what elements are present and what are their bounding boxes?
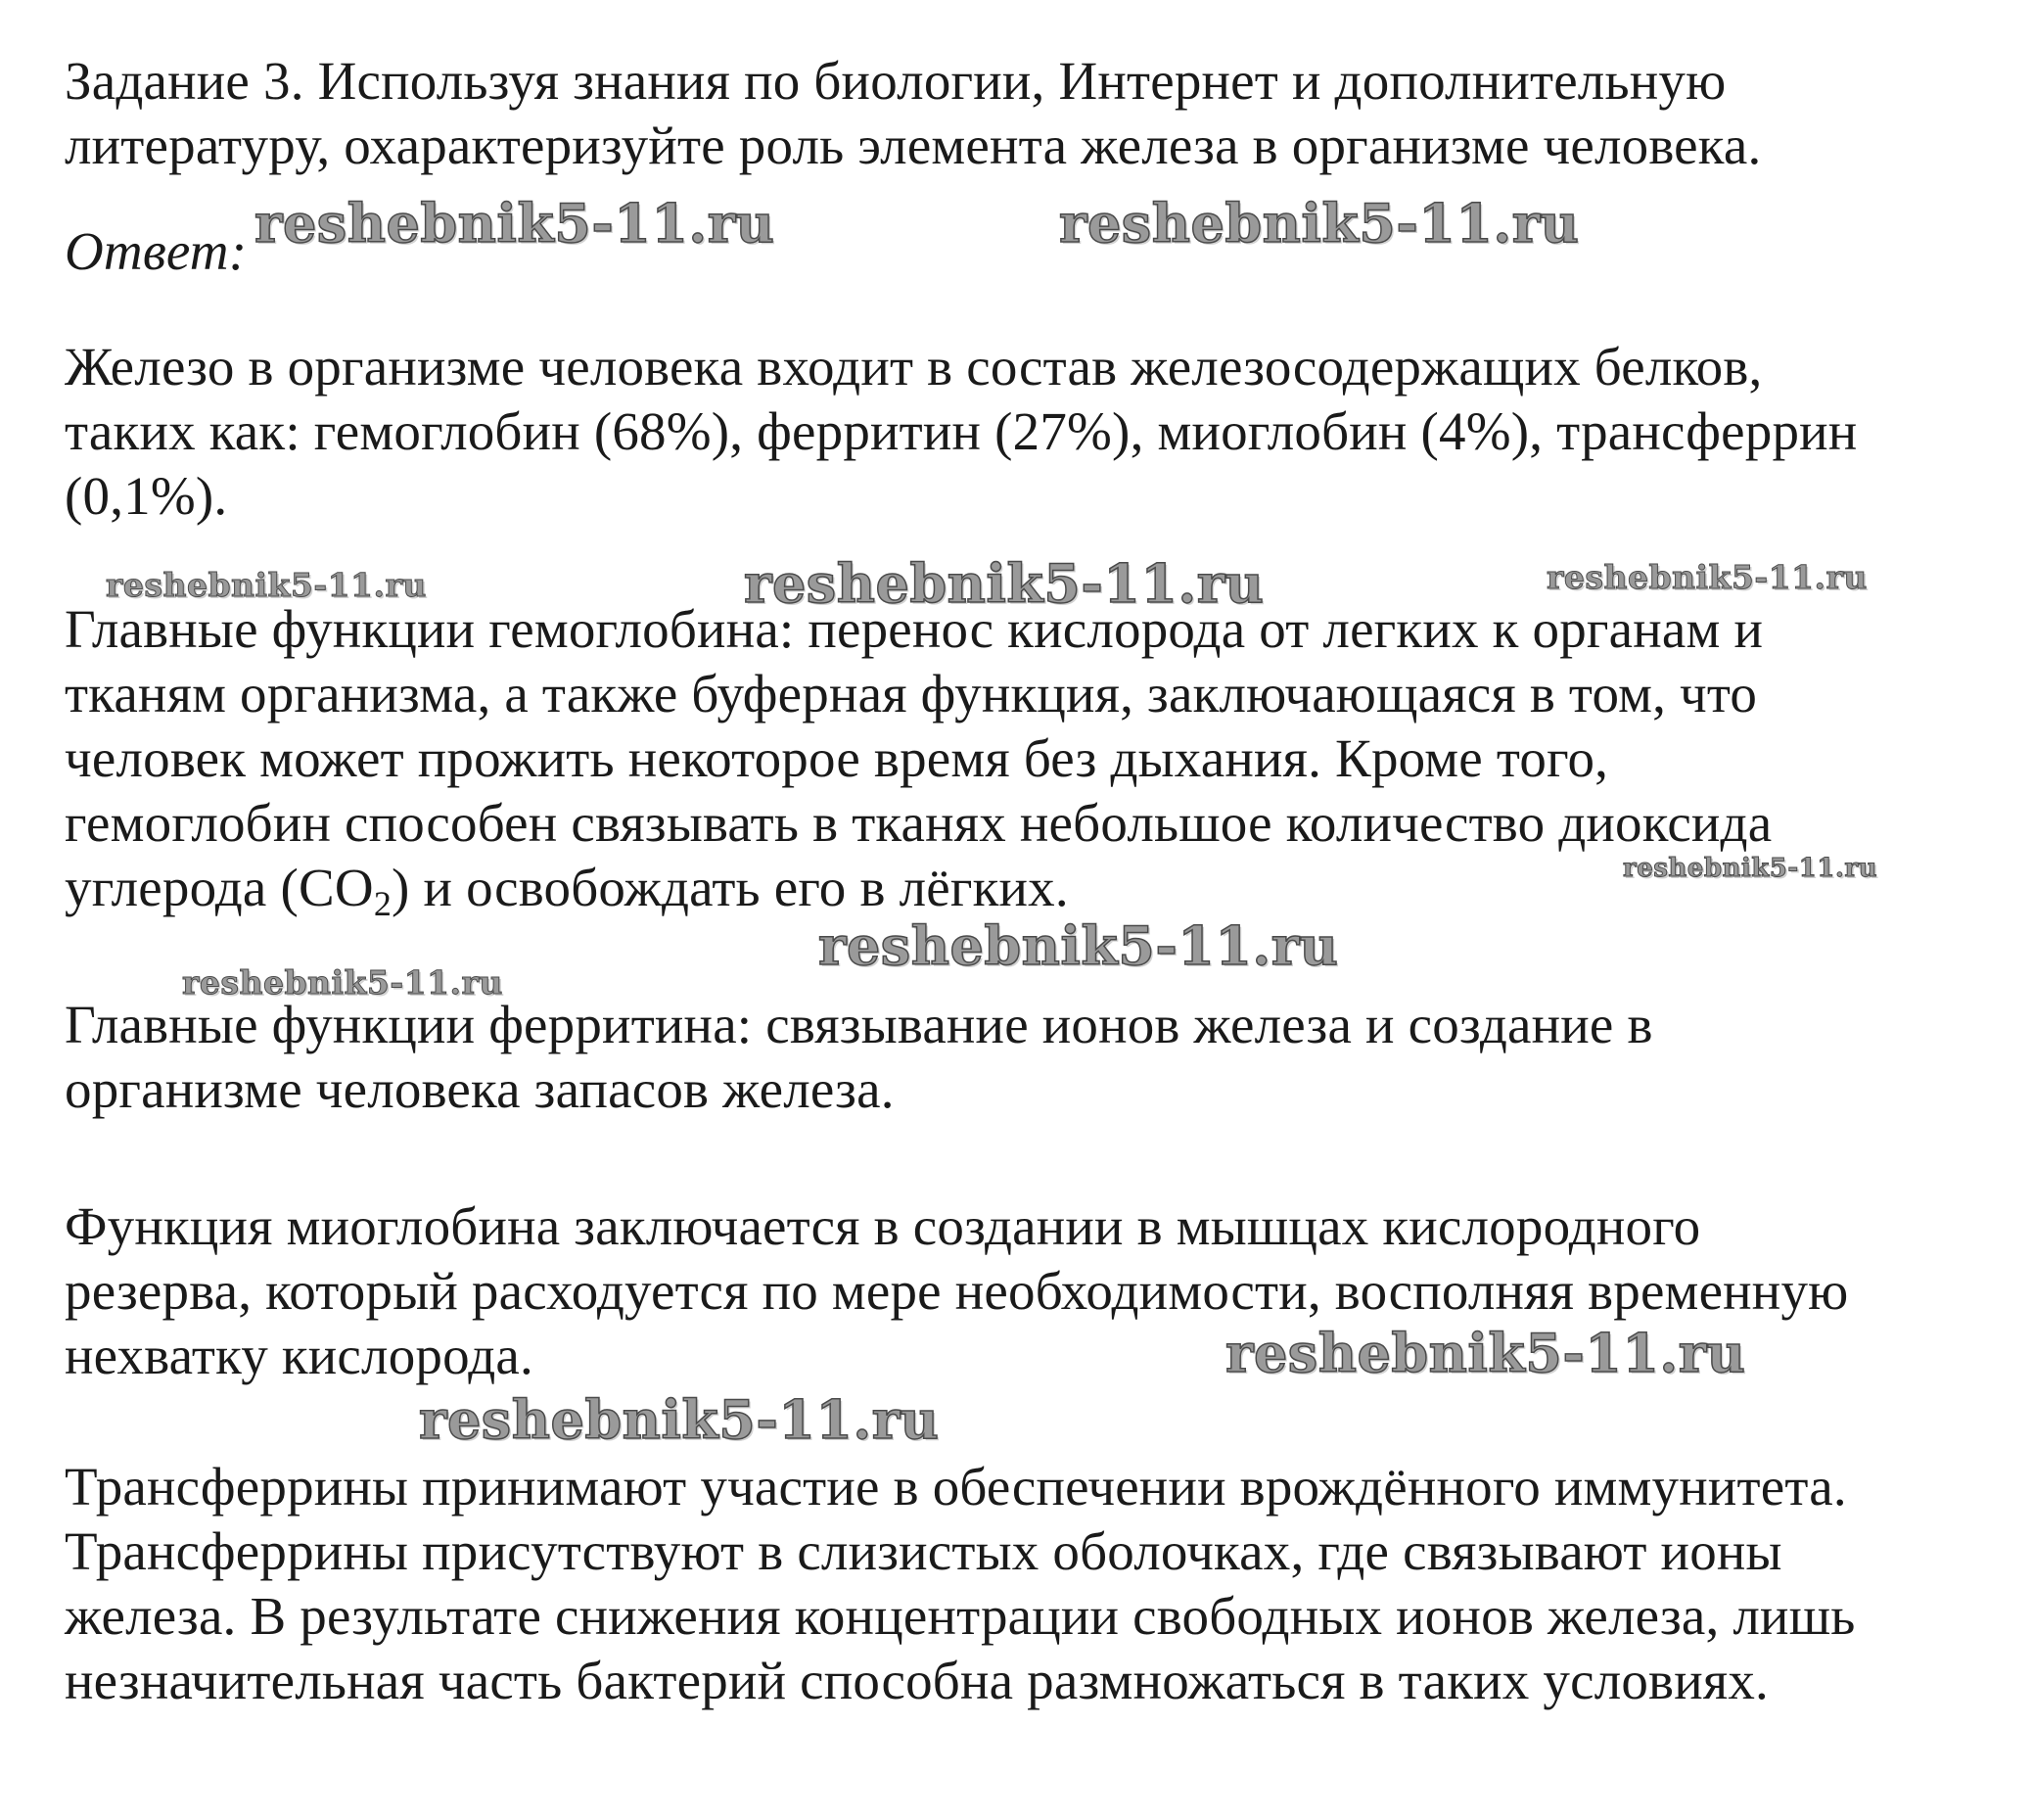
paragraph-2-line-3: человек может прожить некоторое время без дыхания. Кроме того, <box>65 728 1609 788</box>
watermark: reshebnik5-11.ru <box>1623 854 1878 883</box>
watermark: reshebnik5-11.ru <box>1225 1322 1746 1384</box>
paragraph-4-line-2: резерва, который расходуется по мере необходимости, восполняя временную <box>65 1261 1849 1321</box>
answer-label: Ответ: <box>65 221 248 281</box>
watermark: reshebnik5-11.ru <box>1059 192 1580 255</box>
paragraph-4-line-1: Функция миоглобина заключается в создании в мышцах кислородного <box>65 1196 1701 1256</box>
watermark: reshebnik5-11.ru <box>106 566 427 604</box>
paragraph-1-line-3: (0,1%). <box>65 466 228 526</box>
paragraph-1-line-2: таких как: гемоглобин (68%), ферритин (27%), миоглобин (4%), трансферрин <box>65 401 1858 461</box>
paragraph-1-line-1: Железо в организме человека входит в состав железосодержащих белков, <box>65 337 1763 397</box>
watermark: reshebnik5-11.ru <box>818 914 1339 977</box>
co2-subscript: 2 <box>373 884 393 923</box>
paragraph-4-line-3: нехватку кислорода. <box>65 1326 533 1385</box>
paragraph-5-line-1: Трансферрины принимают участие в обеспечении врождённого иммунитета. <box>65 1457 1847 1517</box>
watermark: reshebnik5-11.ru <box>419 1388 940 1451</box>
paragraph-2-line-4: гемоглобин способен связывать в тканях небольшое количество диоксида <box>65 793 1773 853</box>
paragraph-5-line-4: незначительная часть бактерий способна размножаться в таких условиях. <box>65 1651 1770 1710</box>
watermark: reshebnik5-11.ru <box>254 192 775 255</box>
task-title-line-2: литературу, охарактеризуйте роль элемента железа в организме человека. <box>65 116 1762 175</box>
watermark: reshebnik5-11.ru <box>182 963 503 1002</box>
paragraph-2-line-5-end: ) и освобождать его в лёгких. <box>392 858 1069 917</box>
watermark: reshebnik5-11.ru <box>1547 558 1868 596</box>
paragraph-2-line-5-start: углерода (CO <box>65 858 374 917</box>
paragraph-3-line-1: Главные функции ферритина: связывание ионов железа и создание в <box>65 995 1653 1054</box>
task-title-line-1: Задание 3. Используя знания по биологии, Интернет и дополнительную <box>65 51 1727 111</box>
watermark: reshebnik5-11.ru <box>744 552 1265 615</box>
paragraph-3-line-2: организме человека запасов железа. <box>65 1059 895 1119</box>
paragraph-5-line-2: Трансферрины присутствуют в слизистых оболочках, где связывают ионы <box>65 1521 1782 1581</box>
paragraph-2-line-2: тканям организма, а также буферная функция, заключающаяся в том, что <box>65 664 1758 723</box>
paragraph-2-line-1: Главные функции гемоглобина: перенос кислорода от легких к органам и <box>65 599 1764 659</box>
paragraph-5-line-3: железа. В результате снижения концентрации свободных ионов железа, лишь <box>65 1586 1856 1646</box>
